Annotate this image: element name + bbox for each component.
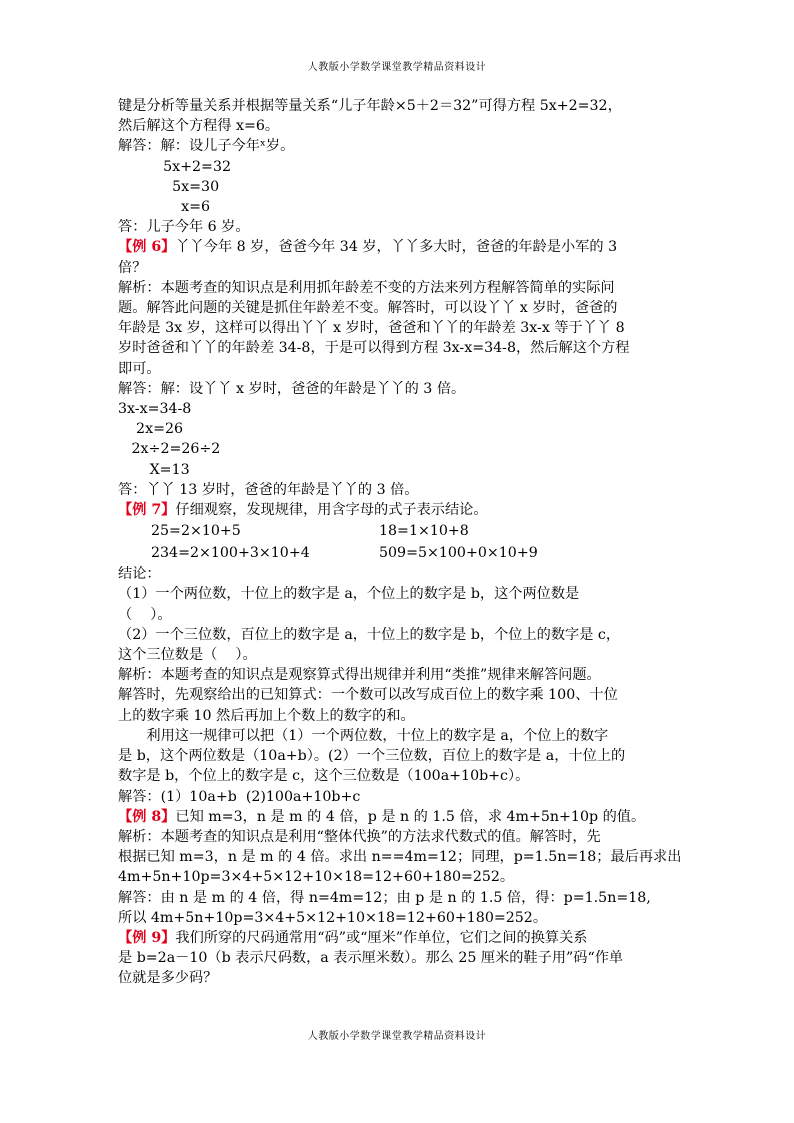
line-text: 2x÷2=26÷2 <box>118 441 221 458</box>
text-line <box>118 258 684 278</box>
line-text: 仔细观察，发现规律，用含字母的式子表示结论。 <box>175 502 488 519</box>
line-text: 然后解这个方程得 x=6。 <box>118 118 280 135</box>
line-text: 利用这一规律可以把（1）一个两位数，十位上的数字是 a，个位上的数字 <box>146 727 609 744</box>
example-label: 【例 9】 <box>118 929 176 946</box>
line-text: 是 b=2a－10（b 表示尺码数，a 表示厘米数）。那么 25 厘米的鞋子用”码“作单 <box>118 950 624 967</box>
text-line <box>118 968 684 988</box>
text-line <box>118 177 684 197</box>
text-line <box>118 807 684 827</box>
line-text: 这个三位数是（ ）。 <box>118 647 257 664</box>
text-line <box>118 278 684 298</box>
text-line <box>118 827 684 847</box>
text-line <box>118 584 684 604</box>
line-text: X=13 <box>118 461 190 478</box>
text-line <box>118 564 684 584</box>
text-line <box>118 237 684 257</box>
page-footer: 人教版小学数学课堂教学精品资料设计 <box>307 1031 487 1042</box>
line-text: 4m+5n+10p=3×4+5×12+10×18=12+60+180=252。 <box>118 869 515 886</box>
line-text: 5x=30 <box>118 178 220 195</box>
text-line <box>118 645 684 665</box>
line-text: x=6 <box>118 199 211 216</box>
formula-right: 509=5×100+0×10+9 <box>379 545 538 562</box>
line-text: 解答：(1）10a+b (2)100a+10b+c <box>118 788 361 805</box>
line-text: 解析：本题考查的知识点是观察算式得出规律并利用“类推”规律来解答问题。 <box>118 667 601 684</box>
formula-left: 234=2×100+3×10+4 <box>151 545 310 562</box>
text-line <box>118 460 684 480</box>
text-line <box>118 625 684 645</box>
text-line <box>118 766 684 786</box>
text-line <box>118 726 684 746</box>
text-line <box>118 157 684 177</box>
line-text: 解答：由 n 是 m 的 4 倍，得 n=4m=12；由 p 是 n 的 1.5 倍，得：p=1.5n=18, <box>118 889 651 906</box>
line-text: （2）一个三位数，百位上的数字是 a，十位上的数字是 b，个位上的数字是 c， <box>118 626 621 643</box>
formula-row <box>118 520 684 542</box>
line-text: 根据已知 m=3，n 是 m 的 4 倍。求出 n==4m=12；同理，p=1.5n=18；最后再求出 <box>118 849 682 866</box>
text-line <box>118 298 684 318</box>
line-text: 解析：本题考查的知识点是利用“整体代换”的方法求代数式的值。解答时，先 <box>118 828 601 845</box>
line-text: 解答时，先观察给出的已知算式：一个数可以改写成百位上的数字乘 100、十位 <box>118 687 618 704</box>
text-line <box>118 116 684 136</box>
text-line <box>118 685 684 705</box>
text-line <box>118 928 684 948</box>
line-text: 所以 4m+5n+10p=3×4+5×12+10×18=12+60+180=252。 <box>118 909 548 926</box>
example-label: 【例 8】 <box>118 808 176 825</box>
text-line <box>118 605 684 625</box>
text-line <box>118 197 684 217</box>
text-line <box>118 787 684 807</box>
line-text: 数字是 b，个位上的数字是 c，这个三位数是（100a+10b+c）。 <box>118 768 530 785</box>
text-line <box>118 338 684 358</box>
text-line <box>118 399 684 419</box>
line-text: （1）一个两位数，十位上的数字是 a，个位上的数字是 b，这个两位数是 <box>118 586 580 603</box>
line-text: 答：儿子今年 6 岁。 <box>118 219 250 236</box>
line-text: 位就是多少码？ <box>118 970 218 987</box>
line-text: 题。解答此问题的关键是抓住年龄差不变。解答时，可以设丫丫 x 岁时，爸爸的 <box>118 300 618 317</box>
text-line <box>118 706 684 726</box>
line-text: 2x=26 <box>118 421 184 438</box>
line-text: 年龄是 3x 岁，这样可以得出丫丫 x 岁时，爸爸和丫丫的年龄差 3x-x 等于丫丫 8 <box>118 320 625 337</box>
line-text: 岁时爸爸和丫丫的年龄差 34-8，于是可以得到方程 3x-x=34-8，然后解这个方程 <box>118 340 630 357</box>
line-text: 解答：解：设丫丫 x 岁时，爸爸的年龄是丫丫的 3 倍。 <box>118 380 466 397</box>
line-text: 解析：本题考查的知识点是利用抓年龄差不变的方法来列方程解答简单的实际问 <box>118 279 615 296</box>
line-text: 答：丫丫 13 岁时，爸爸的年龄是丫丫的 3 倍。 <box>118 481 419 498</box>
line-text: 丫丫今年 8 岁，爸爸今年 34 岁，丫丫多大时，爸爸的年龄是小军的 3 <box>175 239 618 256</box>
formula-right: 18=1×10+8 <box>379 523 469 540</box>
text-line <box>118 847 684 867</box>
line-text: 即可。 <box>118 360 161 377</box>
text-line <box>118 379 684 399</box>
text-line <box>118 136 684 156</box>
line-text: 5x+2=32 <box>118 158 231 175</box>
text-line <box>118 888 684 908</box>
text-line <box>118 439 684 459</box>
line-text: （ ）。 <box>118 606 172 623</box>
text-line <box>118 318 684 338</box>
text-line <box>118 359 684 379</box>
line-text: 倍？ <box>118 259 147 276</box>
text-line <box>118 746 684 766</box>
text-line <box>118 480 684 500</box>
formula-left: 25=2×10+5 <box>151 523 241 540</box>
line-text: 3x-x=34-8 <box>118 401 192 418</box>
text-line <box>118 500 684 520</box>
line-text: 上的数字乘 10 然后再加上个数上的数字的和。 <box>118 707 415 724</box>
example-label: 【例 7】 <box>118 502 176 519</box>
formula-row <box>118 542 684 564</box>
text-line <box>118 665 684 685</box>
text-line <box>118 867 684 887</box>
line-text: 是 b，这个两位数是（10a+b）。(2）一个三位数，百位上的数字是 a，十位上的 <box>118 748 626 765</box>
text-line <box>118 419 684 439</box>
text-line <box>118 948 684 968</box>
text-line <box>118 217 684 237</box>
text-line <box>118 96 684 116</box>
line-text: 我们所穿的尺码通常用“码”或“厘米”作单位，它们之间的换算关系 <box>175 929 588 946</box>
line-text: 解答：解：设儿子今年ˣ岁。 <box>118 138 295 155</box>
line-text: 键是分析等量关系并根据等量关系“儿子年龄×5＋2＝32”可得方程 5x+2=32， <box>118 98 622 114</box>
page-header: 人教版小学数学课堂教学精品资料设计 <box>307 62 487 73</box>
example-label: 【例 6】 <box>118 239 176 256</box>
document-body <box>118 96 684 989</box>
line-text: 结论： <box>118 566 161 583</box>
line-text: 已知 m=3，n 是 m 的 4 倍，p 是 n 的 1.5 倍，求 4m+5n+10p 的值。 <box>175 808 646 825</box>
text-line <box>118 908 684 928</box>
